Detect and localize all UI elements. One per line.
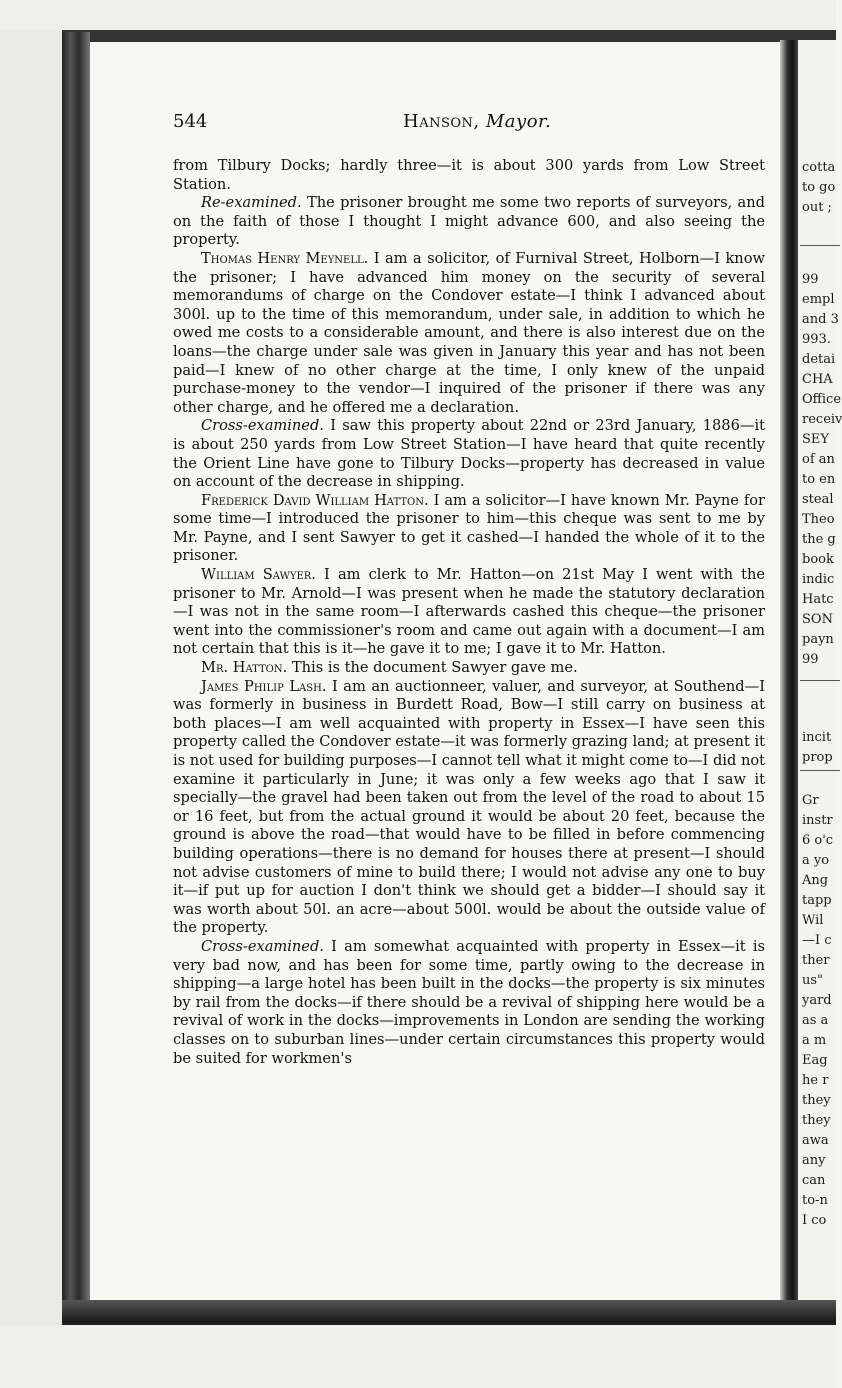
adjacent-page-fragment: a yo	[802, 853, 830, 868]
adjacent-page-fragment: to en	[802, 472, 836, 487]
adjacent-page-fragment: SON	[802, 612, 833, 627]
adjacent-page-fragment: SEY	[802, 432, 829, 447]
adjacent-page-fragment: can	[802, 1173, 826, 1188]
paragraph	[173, 194, 765, 250]
adjacent-page-fragment: they	[802, 1113, 831, 1128]
adjacent-page-fragment: prop	[802, 750, 833, 765]
adjacent-page-fragment: as a	[802, 1013, 829, 1028]
adjacent-page-fragment: empl	[802, 292, 835, 307]
adjacent-page-fragment: detai	[802, 352, 836, 367]
paragraph	[173, 157, 765, 194]
adjacent-page-fragment: Ang	[802, 873, 829, 888]
witness-name: Frederick David William Hatton.	[201, 491, 429, 509]
adjacent-page-fragment: instr	[802, 813, 833, 828]
adjacent-page-rule	[800, 245, 840, 246]
adjacent-page-fragment: awa	[802, 1133, 829, 1148]
adjacent-page-fragment: any	[802, 1153, 826, 1168]
adjacent-page-fragment: Eag	[802, 1053, 828, 1068]
paragraph	[173, 492, 765, 566]
book-left-edge	[62, 32, 90, 1332]
adjacent-page-fragment: he r	[802, 1073, 829, 1088]
page-number: 544	[173, 111, 208, 132]
running-head-name: Hanson,	[403, 111, 480, 132]
examination-label: Cross-examined.	[201, 937, 324, 955]
paragraph-text: The prisoner brought me some two reports of surveyors, and on the faith of those I thought I might advance 600, and also seeing the property.	[173, 194, 765, 249]
adjacent-page-fragment: the g	[802, 532, 836, 547]
adjacent-page-fragment: I co	[802, 1213, 827, 1228]
paragraph-text: I am clerk to Mr. Hatton—on 21st May I went with the prisoner to Mr. Arnold—I was present when he made the statutory declaration—I was not in the same room—I afterwards cashed this cheque—the prisoner went into the commissioner's room and came out again with a document—I am not certain that this is it—he gave it to me; I gave it to Mr. Hatton.	[173, 566, 765, 658]
adjacent-page-fragment: indic	[802, 572, 835, 587]
examination-label: Cross-examined.	[201, 417, 324, 435]
book-gutter	[780, 40, 798, 1302]
paragraph	[173, 938, 765, 1068]
adjacent-page-fragment: steal	[802, 492, 834, 507]
paragraph-text: I am somewhat acquainted with property in Essex—it is very bad now, and has been for some time, partly owing to the decrease in shipping—a large hotel has been built in the docks—the property is six minutes by rail from the docks—if there should be a revival of shipping here would be a revival of work in the docks—improvements in London are sending the working classes on to suburban lines—under certain circumstances this property would be suited for workmen's	[173, 937, 765, 1067]
examination-label: Re-examined.	[201, 194, 302, 212]
adjacent-page-fragment: 993.	[802, 332, 831, 347]
witness-name: James Philip Lash.	[201, 677, 327, 695]
left-scan-margin	[0, 30, 62, 1330]
adjacent-page-fragment: and 3	[802, 312, 839, 327]
adjacent-page-fragment: CHA	[802, 372, 833, 387]
adjacent-page-fragment: a m	[802, 1033, 827, 1048]
adjacent-page-edge	[798, 40, 842, 1302]
adjacent-page-fragment: incit	[802, 730, 832, 745]
adjacent-page-fragment: cotta	[802, 160, 836, 175]
adjacent-page-fragment: Gr	[802, 793, 819, 808]
paragraph-text: I saw this property about 22nd or 23rd January, 1886—it is about 250 yards from Low Street Station—I have heard that quite recently the Orient Line have gone to Tilbury Docks—property has decreased in value on account of the decrease in shipping.	[173, 417, 765, 491]
paragraph	[173, 678, 765, 938]
adjacent-page-fragment: —I c	[802, 933, 832, 948]
paragraph-text: This is the document Sawyer gave me.	[287, 659, 578, 677]
adjacent-page-fragment: to-n	[802, 1193, 828, 1208]
adjacent-page-fragment: book	[802, 552, 834, 567]
paragraph-text: from Tilbury Docks; hardly three—it is about 300 yards from Low Street Station.	[173, 157, 765, 193]
witness-name: Mr. Hatton.	[201, 659, 288, 677]
adjacent-page-fragment: receiv	[802, 412, 842, 427]
witness-name: William Sawyer.	[201, 566, 316, 584]
adjacent-page-fragment: Wil	[802, 913, 824, 928]
adjacent-page-fragment: 6 o'c	[802, 833, 834, 848]
paragraph-text: I am a solicitor—I have known Mr. Payne for some time—I introduced the prisoner to him—this cheque was sent to me by Mr. Payne, and I sent Sawyer to get it cashed—I handed the whole of it to the prisoner.	[173, 491, 766, 565]
running-head-title: Mayor.	[485, 111, 552, 132]
book-top-edge	[62, 30, 836, 42]
adjacent-page-fragment: Office	[802, 392, 842, 407]
page-header	[173, 111, 763, 137]
adjacent-page-fragment: yard	[802, 993, 832, 1008]
adjacent-page-fragment: us"	[802, 973, 824, 988]
witness-name: Thomas Henry Meynell.	[201, 249, 369, 267]
adjacent-page-fragment: payn	[802, 632, 834, 647]
adjacent-page-fragment: they	[802, 1093, 831, 1108]
paragraph	[173, 566, 765, 659]
adjacent-page-fragment: to go	[802, 180, 836, 195]
adjacent-page-fragment: ther	[802, 953, 830, 968]
adjacent-page-fragment: Hatc	[802, 592, 834, 607]
page-body	[173, 157, 765, 1068]
adjacent-page-fragment: of an	[802, 452, 835, 467]
adjacent-page-fragment: Theo	[802, 512, 835, 527]
paragraph	[173, 417, 765, 491]
adjacent-page-fragment: out ;	[802, 200, 832, 215]
paragraph-text: I am an auctionneer, valuer, and surveyor, at Southend—I was formerly in business in Burdett Road, Bow—I still carry on business at both places—I am well acquainted with property in Essex—I have seen this property called the Condover estate—it was formerly grazing land; at present it is not used for building purposes—I cannot tell what it might come to—I did not examine it particularly in June; it was only a few weeks ago that I saw it specially—the gravel had been taken out from the level of the road to about 15 or 16 feet, but from the actual ground it would be about 20 feet, because the ground is above the road—that would have to be filled in before commencing building operations—there is no demand for houses there at present—I should not advise customers of mine to build there; I would not advise any one to buy it—if put up for auction I don't think we should get a bidder—I should say it was worth about 50l. an acre—about 500l. would be about the outside value of the property.	[173, 677, 765, 937]
paragraph	[173, 250, 765, 417]
adjacent-page-rule	[800, 680, 840, 681]
paragraph-text: I am a solicitor, of Furnival Street, Holborn—I know the prisoner; I have advanced him money on the security of several memorandums of charge on the Condover estate—I think I advanced about 300l. up to the time of this memorandum, under sale, in addition to which he owed me costs to a considerable amount, and there is also interest due on the loans—the charge under sale was given in January this year and has not been paid—I knew of no other charge at the time, I only knew of the unpaid purchase-money to the vendor—I inquired of the prisoner if there was any other charge, and he offered me a declaration.	[173, 249, 765, 416]
adjacent-page-fragment: tapp	[802, 893, 832, 908]
running-head	[403, 111, 551, 132]
bottom-scan-margin	[0, 1325, 836, 1388]
adjacent-page-fragment: 99	[802, 652, 819, 667]
adjacent-page-fragment: 99	[802, 272, 819, 287]
adjacent-page-rule	[800, 770, 840, 771]
paragraph	[173, 659, 765, 678]
